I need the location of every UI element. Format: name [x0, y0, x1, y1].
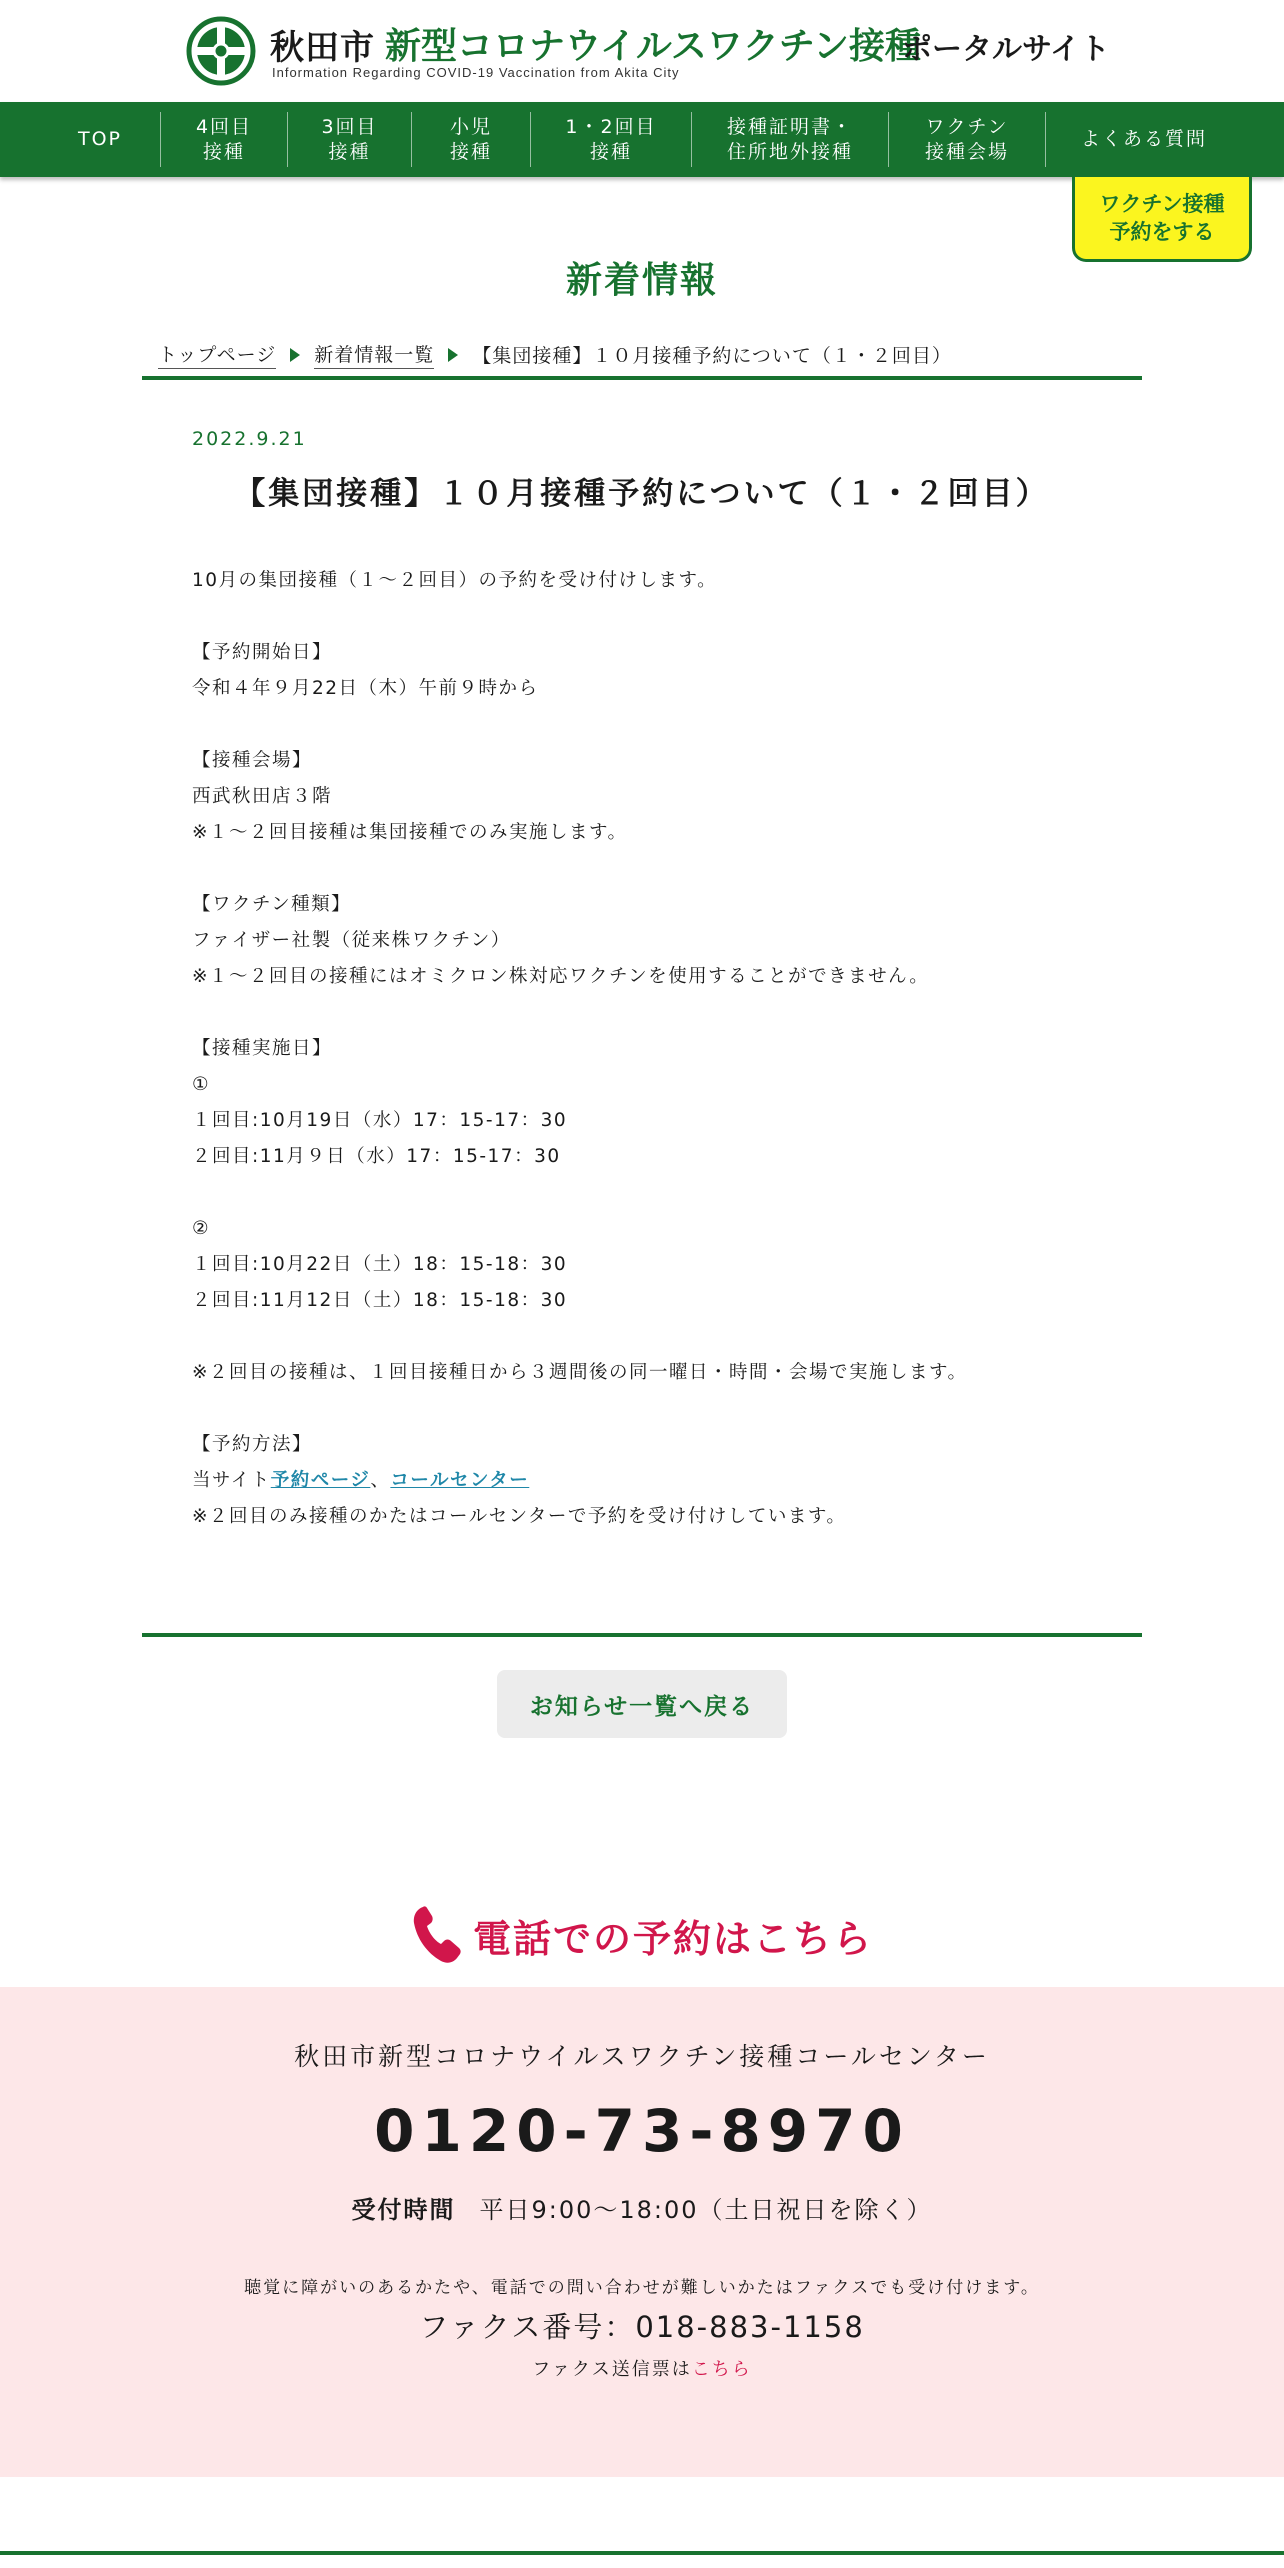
content-bottom-divider — [142, 1633, 1142, 1637]
phone-reservation-heading — [0, 1903, 1284, 1967]
post-line: 令和４年９月22日（木）午前９時から — [192, 678, 539, 699]
post-lines — [192, 563, 1092, 1463]
post-line: 10月の集団接種（１～２回目）の予約を受け付けします。 — [192, 570, 718, 591]
breadcrumb-news-list-link[interactable]: 新着情報一覧 — [314, 340, 434, 369]
post-line: ※１～２回目接種は集団接種でのみ実施します。 — [192, 822, 628, 843]
content-top-divider — [142, 376, 1142, 380]
fax-note: 聴覚に障がいのあるかたや、電話での問い合わせが難しいかたはファクスでも受け付けます。 — [244, 2278, 1040, 2298]
nav-item-faq[interactable]: よくある質問 — [1080, 128, 1207, 150]
post-line: 【予約方法】 — [192, 1434, 313, 1455]
post-line: １回目:10月22日（土）18：15-18：30 — [192, 1254, 568, 1275]
post-line — [192, 1175, 1092, 1211]
reservation-page-link[interactable]: 予約ページ — [270, 1470, 371, 1491]
hours-value: 平日9:00～18:00（土日祝日を除く） — [479, 2196, 933, 2224]
call-center-link[interactable]: コールセンター — [390, 1470, 530, 1491]
nav-item-4th-dose[interactable]: 4回目 接種 — [195, 115, 253, 163]
back-to-news-list-button[interactable]: お知らせ一覧へ戻る — [497, 1670, 787, 1738]
call-center-phone-number[interactable]: 0120-73-8970 — [374, 2097, 910, 2165]
page-title: 新着情報 — [565, 260, 718, 301]
breadcrumb-top-link[interactable]: トップページ — [158, 340, 276, 369]
post-line: ファイザー社製（従来株ワクチン） — [192, 930, 511, 951]
site-header — [0, 0, 1284, 102]
post-line — [192, 995, 1092, 1031]
method-separator: 、 — [370, 1470, 391, 1491]
footer-divider — [0, 2551, 1284, 2555]
post-line — [192, 1391, 1092, 1427]
post-line: ② — [192, 1218, 211, 1239]
post-line: 西武秋田店３階 — [192, 786, 333, 807]
fax-form-link[interactable]: こちら — [691, 2359, 752, 2380]
logo-city-text[interactable]: 秋田市 — [270, 28, 375, 68]
fax-number: ファクス番号：018-883-1158 — [419, 2310, 865, 2344]
method-prefix: 当サイト — [192, 1470, 271, 1491]
post-line: ２回目:11月12日（土）18：15-18：30 — [192, 1290, 568, 1311]
nav-item-1st-2nd-dose[interactable]: 1・2回目 接種 — [565, 115, 657, 163]
nav-item-3rd-dose[interactable]: 3回目 接種 — [321, 115, 378, 163]
nav-item-top[interactable]: TOP — [77, 128, 123, 150]
breadcrumb-current: 【集団接種】１０月接種予約について（１・２回目） — [472, 345, 952, 367]
post-line — [192, 599, 1092, 635]
post-line: 【接種実施日】 — [192, 1038, 333, 1059]
post-method-line — [192, 1463, 1092, 1499]
fax-form-line — [0, 2355, 1284, 2381]
breadcrumb-arrow-icon — [290, 348, 300, 362]
phone-icon — [411, 1905, 463, 1965]
akita-city-emblem-icon[interactable] — [186, 16, 256, 86]
call-center-name: 秋田市新型コロナウイルスワクチン接種コールセンター — [294, 2042, 990, 2071]
post-line: １回目:10月19日（水）17：15-17：30 — [192, 1110, 568, 1131]
post-last-line: ※２回目のみ接種のかたはコールセンターで予約を受け付けしています。 — [192, 1506, 847, 1527]
breadcrumb — [158, 340, 952, 369]
vaccine-reserve-button[interactable]: ワクチン接種 予約をする — [1072, 177, 1252, 262]
fax-form-prefix: ファクス送信票は — [532, 2359, 692, 2380]
phone-reservation-heading-text: 電話での予約はこちら — [472, 1916, 873, 1961]
call-center-hours — [0, 2190, 1284, 2225]
logo-portal-text[interactable]: ポータルサイト — [902, 32, 1110, 67]
nav-item-certificate[interactable]: 接種証明書・ 住所地外接種 — [726, 115, 853, 163]
breadcrumb-arrow-icon — [448, 348, 458, 362]
post-line: 【予約開始日】 — [192, 642, 333, 663]
post-line: ２回目:11月９日（水）17：15-17：30 — [192, 1146, 561, 1167]
logo-subtitle: Information Regarding COVID-19 Vaccination from Akita City — [272, 65, 680, 80]
post-line: ※２回目の接種は、１回目接種日から３週間後の同一曜日・時間・会場で実施します。 — [192, 1362, 968, 1383]
logo-main-text[interactable]: 新型コロナウイルスワクチン接種 — [385, 26, 922, 67]
call-center-box — [0, 1987, 1284, 2477]
nav-item-pediatric[interactable]: 小児 接種 — [449, 115, 492, 163]
post-line: 【接種会場】 — [192, 750, 313, 771]
post-date: 2022.9.21 — [192, 428, 307, 450]
global-nav — [0, 102, 1284, 177]
post-line: ※１～２回目の接種にはオミクロン株対応ワクチンを使用することができません。 — [192, 966, 930, 987]
post-body — [192, 563, 1092, 1535]
hours-label: 受付時間 — [351, 2196, 456, 2224]
post-line: ① — [192, 1074, 211, 1095]
nav-item-venues[interactable]: ワクチン 接種会場 — [924, 115, 1009, 163]
post-line — [192, 1319, 1092, 1355]
post-line — [192, 851, 1092, 887]
post-line — [192, 707, 1092, 743]
post-title: 【集団接種】１０月接種予約について（１・２回目） — [234, 476, 1050, 512]
post-line: 【ワクチン種類】 — [192, 894, 352, 915]
